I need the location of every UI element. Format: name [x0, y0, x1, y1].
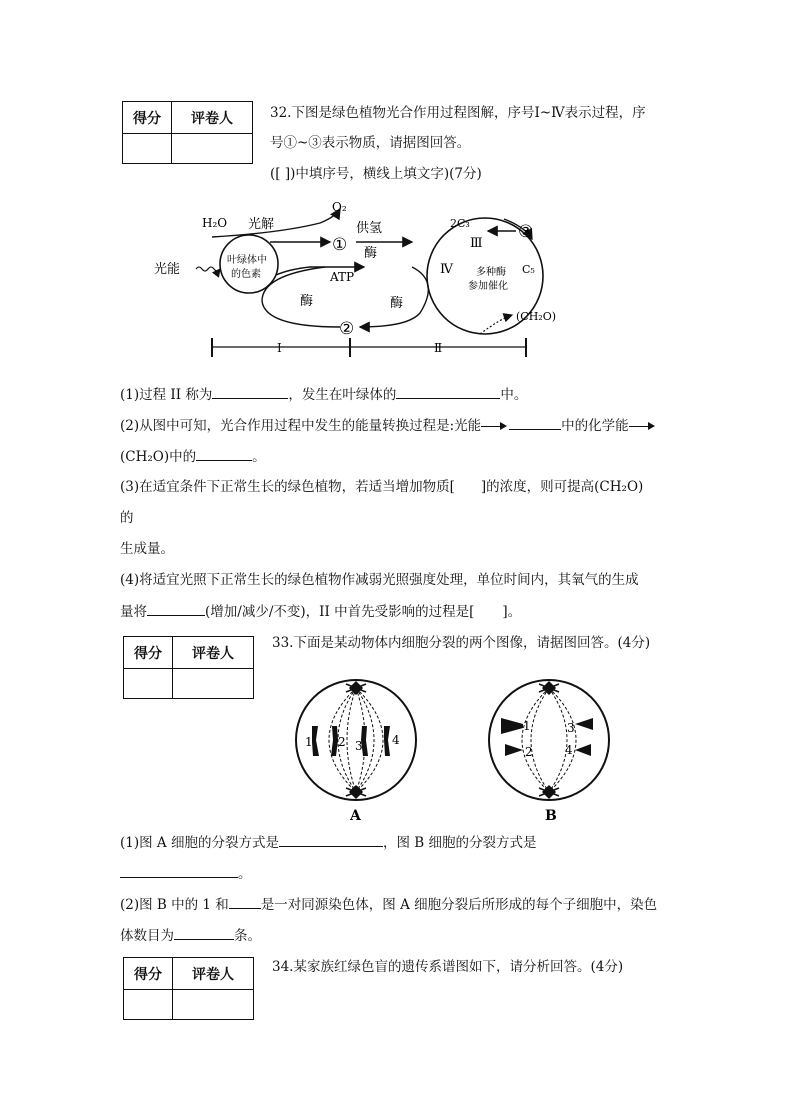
score-table-q34: [123, 957, 254, 1020]
cell-a-diagram: [292, 678, 420, 824]
q33-sub2-text-c: 体数目为: [120, 928, 174, 944]
label-seg-i: Ⅰ: [277, 341, 282, 355]
q33-sub2-text-d: 条。: [234, 928, 261, 944]
q32-sub3-line3: 生成量。: [120, 541, 174, 557]
label-circled1: ①: [332, 235, 348, 255]
label-enzyme-1: 多种酶: [476, 267, 506, 278]
label-ch2o: (CH₂O): [516, 310, 557, 323]
q32-sub2-text-c: (CH₂O)中的: [120, 449, 197, 465]
score-header: 得分: [124, 958, 173, 990]
q32-sub1: [120, 384, 527, 405]
q32-sub4-text-c: (增加/减少/不变)，II 中首先受影响的过程是[: [205, 604, 475, 620]
q32-sub2: [120, 415, 655, 436]
label-pigment-2: 的色素: [231, 269, 261, 280]
q32-sub4-text-b: 量将: [120, 604, 147, 620]
q32-sub2-text-a: (2)从图中可知，光合作用过程中发生的能量转换过程是:光能: [120, 418, 482, 434]
label-enzyme-2: 参加催化: [468, 281, 508, 292]
answer-blank-energy-form[interactable]: [509, 415, 561, 430]
q33-intro: 33.下面是某动物体内细胞分裂的两个图像，请据图回答。(4分): [272, 635, 651, 651]
score-cell[interactable]: [124, 990, 173, 1020]
q32-sub4: (4)将适宜光照下正常生长的绿色植物作减弱光照强度处理，单位时间内，其氧气的生成: [120, 572, 639, 588]
q33-sub2-text-b: 是一对同源染色体，图 A 细胞分裂后所形成的每个子细胞中，染色: [260, 897, 658, 913]
answer-blank-cell-a-division[interactable]: [279, 832, 383, 847]
grader-cell[interactable]: [173, 669, 254, 699]
cell-a-label: A: [350, 808, 361, 824]
cell-b-label: B: [545, 808, 557, 824]
arrow-right-icon: [629, 422, 655, 432]
answer-blank-cell-b-division[interactable]: [120, 863, 238, 878]
q32-sub4-text-d: ]。: [502, 604, 522, 620]
q32-line3: ([ ])中填序号，横线上填文字)(7分): [270, 166, 482, 182]
grader-header: 评卷人: [173, 958, 254, 990]
label-pigment-1: 叶绿体中: [227, 255, 267, 266]
grader-cell[interactable]: [172, 134, 253, 164]
q33-sub1-text-c: 。: [238, 866, 252, 882]
q33-sub1-text-b: ，图 B 细胞的分裂方式是: [382, 835, 537, 851]
label-iii: Ⅲ: [470, 236, 483, 251]
score-cell[interactable]: [123, 134, 172, 164]
q32-line2: 号①~③表示物质，请据图回答。: [270, 135, 471, 151]
q32-sub1-text-a: (1)过程 II 称为: [120, 387, 213, 403]
grader-cell[interactable]: [173, 990, 254, 1020]
arrow-right-icon: [481, 422, 507, 432]
q32-sub3-text-a: (3)在适宜条件下正常生长的绿色植物，若适当增加物质[: [120, 479, 455, 495]
label-2c3: 2C₃: [450, 217, 470, 230]
photosynthesis-diagram: [150, 195, 590, 365]
q33-sub1-line2: [120, 863, 252, 884]
answer-blank-oxygen-change[interactable]: [147, 601, 205, 616]
q32-sub1-text-b: ，发生在叶绿体的: [288, 387, 397, 403]
q34-intro: 34.某家族红绿色盲的遗传系谱图如下，请分析回答。(4分): [272, 959, 624, 975]
score-header: 得分: [123, 102, 172, 134]
label-mei-right: 酶: [390, 296, 404, 311]
answer-blank-homologous[interactable]: [229, 894, 261, 909]
answer-blank-process-ii[interactable]: [212, 384, 288, 399]
label-c5: C₅: [522, 263, 535, 276]
answer-blank-location[interactable]: [396, 384, 500, 399]
chrom-label-2: 2: [525, 745, 533, 759]
score-table-q32: [122, 101, 253, 164]
label-seg-ii: Ⅱ: [434, 341, 443, 355]
chrom-label-1: 1: [523, 719, 531, 733]
score-table-q33: [123, 636, 254, 699]
answer-blank-final-energy[interactable]: [196, 446, 252, 461]
label-circled3: ③: [518, 222, 534, 242]
q32-sub2-text-b: 中的化学能: [561, 418, 629, 434]
label-gongqing: 供氢: [356, 221, 383, 236]
chrom-label-4: 4: [565, 743, 573, 757]
chrom-label-3: 3: [355, 739, 363, 753]
label-iv: Ⅳ: [440, 262, 453, 277]
answer-blank-chromosome-count[interactable]: [174, 925, 234, 940]
q33-sub1-text-a: (1)图 A 细胞的分裂方式是: [120, 835, 279, 851]
score-cell[interactable]: [124, 669, 173, 699]
q32-sub2-text-d: 。: [252, 449, 266, 465]
label-guangjie: 光解: [248, 217, 275, 232]
q32-sub3-text-b: ]的浓度，则可提高(CH₂O): [480, 479, 644, 495]
q33-sub2-line2: [120, 925, 261, 946]
q33-sub1: [120, 832, 536, 853]
q33-sub2: [120, 894, 657, 915]
score-header: 得分: [124, 637, 173, 669]
chrom-label-3: 3: [567, 721, 575, 735]
label-o2: O₂: [332, 200, 347, 214]
q32-sub3-line2: 的: [120, 510, 134, 526]
label-mei-top: 酶: [364, 246, 378, 261]
q32-sub4-line2: [120, 601, 521, 622]
q32-sub1-text-c: 中。: [500, 387, 528, 403]
q32-sub2-line2: [120, 446, 266, 467]
label-guangneng: 光能: [154, 262, 181, 277]
q33-sub2-text-a: (2)图 B 中的 1 和: [120, 897, 229, 913]
chrom-label-1: 1: [305, 735, 313, 749]
q32-sub3: [120, 477, 643, 497]
label-atp: ATP: [330, 270, 355, 284]
label-h2o: H₂O: [202, 216, 228, 230]
cell-b-diagram: [485, 678, 613, 824]
chrom-label-4: 4: [392, 733, 400, 747]
label-circled2: ②: [339, 319, 355, 339]
grader-header: 评卷人: [172, 102, 253, 134]
grader-header: 评卷人: [173, 637, 254, 669]
q32-line1: 32.下图是绿色植物光合作用过程图解，序号Ⅰ~Ⅳ表示过程，序: [270, 105, 646, 121]
label-mei-left: 酶: [300, 294, 314, 309]
chrom-label-2: 2: [338, 735, 346, 749]
